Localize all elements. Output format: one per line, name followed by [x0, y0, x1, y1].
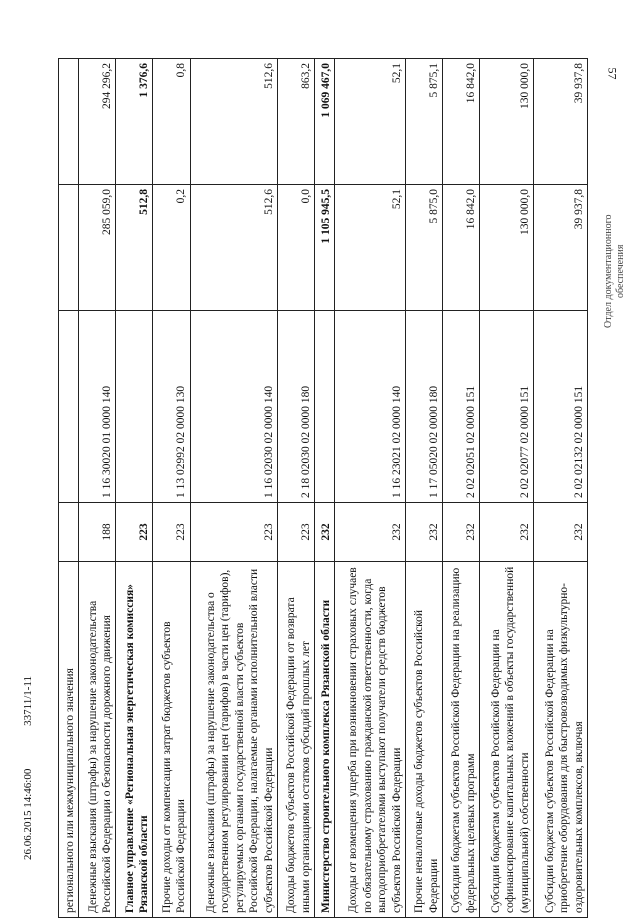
cell-code: 2 02 02051 02 0000 151 — [443, 311, 480, 503]
cell-v2: 863,2 — [277, 59, 314, 185]
cell-code: 1 16 02030 02 0000 140 — [190, 311, 277, 503]
cell-code: 2 02 02077 02 0000 151 — [480, 311, 534, 503]
cell-code — [59, 311, 79, 503]
cell-v2: 512,6 — [190, 59, 277, 185]
cell-v2: 294 296,2 — [79, 59, 116, 185]
cell-admin: 232 — [480, 503, 534, 562]
cell-v1: 0,2 — [153, 185, 190, 311]
table-row — [480, 59, 534, 918]
cell-code — [116, 311, 153, 503]
table-row — [190, 59, 277, 918]
table-row — [79, 59, 116, 918]
cell-admin: 232 — [534, 503, 588, 562]
cell-admin: 223 — [153, 503, 190, 562]
table-row — [534, 59, 588, 918]
cell-v2: 1 069 467,0 — [315, 59, 335, 185]
cell-admin: 223 — [277, 503, 314, 562]
cell-v1: 16 842,0 — [443, 185, 480, 311]
cell-admin: 232 — [443, 503, 480, 562]
cell-v2: 130 000,0 — [480, 59, 534, 185]
footer-timestamp: 26.06.2015 14:46:00 — [22, 768, 34, 860]
cell-v1: 130 000,0 — [480, 185, 534, 311]
cell-v2: 1 376,6 — [116, 59, 153, 185]
cell-name: Субсидии бюджетам субъектов Российской Федерации на софинансирование капитальных вложений в объекты государственной (муниципальной) собственности — [480, 562, 534, 918]
cell-v1: 39 937,8 — [534, 185, 588, 311]
table-row — [335, 59, 406, 918]
cell-admin: 232 — [315, 503, 335, 562]
table-row — [315, 59, 335, 918]
cell-name: Прочие неналоговые доходы бюджетов субъектов Российской Федерации — [405, 562, 442, 918]
cell-v2: 39 937,8 — [534, 59, 588, 185]
seal-icon — [10, 880, 20, 890]
cell-code: 1 13 02992 02 0000 130 — [153, 311, 190, 503]
cell-code: 2 02 02132 02 0000 151 — [534, 311, 588, 503]
department-stamp — [603, 215, 626, 328]
stamp-line-2: обеспечения — [614, 244, 626, 298]
revenue-table — [58, 58, 588, 918]
cell-admin: 188 — [79, 503, 116, 562]
stamp-line-1: Отдел документационного — [603, 214, 614, 328]
cell-code — [315, 311, 335, 503]
footer-doc-id: 33711/1-11 — [22, 675, 34, 726]
cell-v2: 16 842,0 — [443, 59, 480, 185]
cell-name: Денежные взыскания (штрафы) за нарушение законодательства о государственном регулировании цен (тарифов) в части цен (тарифов), регулируемых органами государственной власти субъектов Российской Федерации, налагаемые органами исполнительной власти субъектов Российской Федерации — [190, 562, 277, 918]
cell-v1: 5 875,0 — [405, 185, 442, 311]
table-row — [116, 59, 153, 918]
cell-admin: 232 — [335, 503, 406, 562]
cell-code: 1 16 23021 02 0000 140 — [335, 311, 406, 503]
cell-v2 — [59, 59, 79, 185]
cell-code: 1 16 30020 01 0000 140 — [79, 311, 116, 503]
cell-v1: 512,8 — [116, 185, 153, 311]
cell-v1: 0,0 — [277, 185, 314, 311]
cell-name: Субсидии бюджетам субъектов Российской Федерации на реализацию федеральных целевых программ — [443, 562, 480, 918]
cell-v1: 285 059,0 — [79, 185, 116, 311]
cell-v2: 0,8 — [153, 59, 190, 185]
page-number: 57 — [605, 67, 620, 80]
cell-name: Доходы бюджетов субъектов Российской Федерации от возврата иными организациями остатков субсидий прошлых лет — [277, 562, 314, 918]
cell-v1 — [59, 185, 79, 311]
cell-admin: 223 — [190, 503, 277, 562]
cell-admin — [59, 503, 79, 562]
footer — [22, 676, 34, 860]
table-row — [153, 59, 190, 918]
cell-name: регионального или межмуниципального значения — [59, 562, 79, 918]
table-row — [277, 59, 314, 918]
table-row — [405, 59, 442, 918]
cell-name: Прочие доходы от компенсации затрат бюджетов субъектов Российской Федерации — [153, 562, 190, 918]
cell-admin: 223 — [116, 503, 153, 562]
cell-code: 1 17 05020 02 0000 180 — [405, 311, 442, 503]
cell-v1: 512,6 — [190, 185, 277, 311]
cell-name: Денежные взыскания (штрафы) за нарушение законодательства Российской Федерации о безопасности дорожного движения — [79, 562, 116, 918]
table-row — [443, 59, 480, 918]
cell-v2: 5 875,1 — [405, 59, 442, 185]
cell-name: Доходы от возмещения ущерба при возникновении страховых случаев по обязательному страхованию гражданской ответственности, когда выгодоприобретателями выступают получатели средств бюджетов субъектов Российской Федерации — [335, 562, 406, 918]
cell-name: Главное управление «Региональная энергетическая комиссия» Рязанской области — [116, 562, 153, 918]
cell-v1: 52,1 — [335, 185, 406, 311]
cell-v2: 52,1 — [335, 59, 406, 185]
cell-v1: 1 105 945,5 — [315, 185, 335, 311]
cell-admin: 232 — [405, 503, 442, 562]
cell-name: Министерство строительного комплекса Рязанской области — [315, 562, 335, 918]
cell-name: Субсидии бюджетам субъектов Российской Федерации на приобретение оборудования для быстровозводимых физкультурно-оздоровительных комплексов, включая — [534, 562, 588, 918]
table-row — [59, 59, 79, 918]
cell-code: 2 18 02030 02 0000 180 — [277, 311, 314, 503]
